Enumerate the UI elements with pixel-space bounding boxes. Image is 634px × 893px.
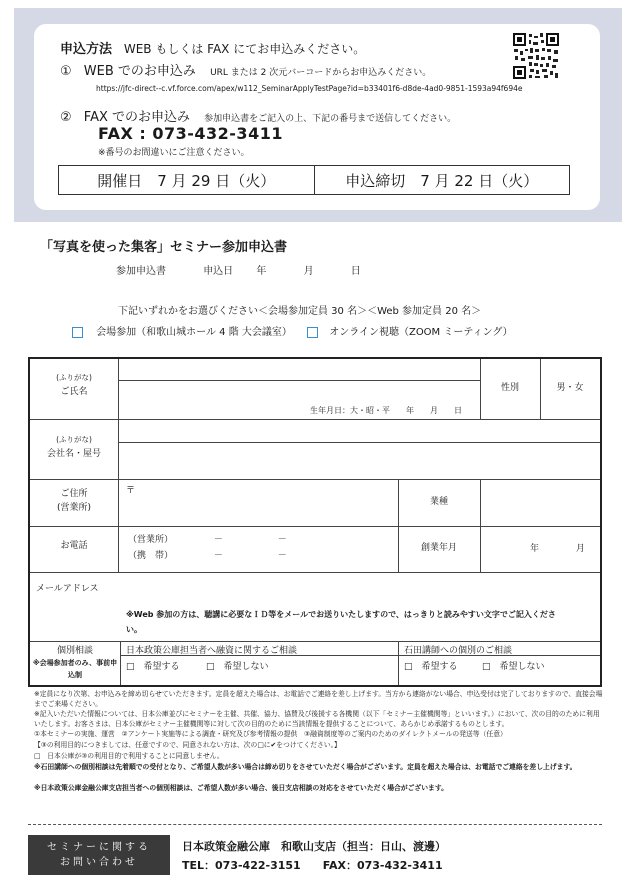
phone-label: お電話 [60,541,88,551]
consult-ishida-label: 石田講師への個別のご相談 [404,646,513,656]
note-optout-instruction: 【③の利用目的につきましては、任意ですので、同意されない方は、次の□に✔をつけてください。】 [34,741,341,749]
industry-label: 業種 [429,497,448,507]
gender-options[interactable]: 男・女 [556,383,584,393]
fax-apply-row [60,106,456,125]
consult-note: ※会場参加者のみ、事前申込制 [32,659,118,680]
contact-phones: TEL：073-422-3151 FAX：073-432-3411 [182,859,443,872]
consult-ishida-want[interactable]: □ 希望する [404,662,458,672]
phone-office-label: （営業所） [128,535,174,545]
fax-number: FAX : 073-432-3411 [98,124,283,143]
venue-option-label: 会場参加（和歌山城ホール 4 階 大会議室） [96,327,292,338]
birth-date-label: 生年月日：大・昭・平 年 月 日 [310,406,462,415]
address-field[interactable] [119,480,397,525]
qr-code-icon[interactable] [512,32,560,80]
note-privacy: ※記入いただいた情報については、日本公庫並びにセミナーを主催、共催、協力、協賛及び後援する各機関（以下「セミナー主催機関等」といいます。）において、次の目的のために利用いたします。お客さまは、日本公庫がセミナー主催機関等に対して次の目的のために当該情報を提供することについて、あらかじめ承諾するものとします。 [34,710,600,728]
apply-year: 年 [256,266,267,277]
phone-mobile-label: （携 帯） [128,550,174,561]
note-purposes: ①本セミナーの実施、運営 ②アンケート実施等による調査・研究及び参考情報の提供 ③融資制度等のご案内のためのダイレクトメールの発送等（任意） [34,730,507,738]
phone-office-dash-1: － [213,535,223,545]
address-label: ご住所 [60,489,88,499]
web-apply-row [60,60,431,79]
deadline-date: 申込締切 7 月 22 日（火） [314,166,570,194]
consult-jfc-label: 日本政策公庫担当者へ融資に関するご相談 [126,646,298,656]
online-checkbox[interactable] [307,327,318,338]
fax-apply-title: FAX でのお申込み [83,110,191,125]
company-furigana: (ふりがな) [56,435,92,444]
date-box [58,165,570,195]
gender-label: 性別 [500,383,519,393]
email-note: ※Web 参加の方は、聴講に必要なＩＤ等をメールでお送りいたしますので、はっきりと読みやすい文字でご記入ください。 [126,610,556,635]
fax-apply-note: 参加申込書をご記入の上、下記の番号まで送信してください。 [204,114,457,124]
founded-month: 月 [575,544,585,554]
apply-date-label: 申込日 [203,266,234,277]
contact-org: 日本政策金融公庫 和歌山支店（担当：日山、渡邊） [182,840,446,853]
apply-heading-note: WEB もしくは FAX にてお申込みください。 [123,42,366,56]
name-field[interactable] [119,381,479,405]
online-option-label: オンライン視聴（ZOOM ミーティング） [329,327,513,338]
cut-line [28,824,602,825]
phone-office-dash-2: － [277,535,287,545]
venue-checkbox[interactable] [72,327,83,338]
phone-mobile-dash-2: － [277,550,287,561]
industry-field[interactable] [481,480,599,525]
contact-line-1: セミナーに関する [47,842,151,853]
consult-label: 個別相談 [56,646,93,656]
phone-mobile-dash-1: － [213,550,223,561]
web-apply-url[interactable]: https://jfc-direct--c.vf.force.com/apex/w112_SeminarApplyTestPage?id=b33401f6-d8de-4ad0-9851-1593a94f694e [96,84,523,93]
apply-label: 参加申込書 [116,266,166,277]
founded-year: 年 [530,544,540,554]
consult-jfc-not-want[interactable]: □ 希望しない [206,662,269,672]
apply-day: 日 [350,266,361,277]
address-label-cell [30,487,118,516]
company-field[interactable] [119,443,599,478]
company-label: 会社名・屋号 [46,449,101,460]
postal-mark: 〒 [126,486,136,496]
note-ishida-consult: ※石田講師への個別相談は先着順での受付となり、ご希望人数が多い場合は締め切りをさせていただく場合がございます。定員を超えた場合は、お電話でご連絡を差し上げます。 [34,763,577,771]
apply-month: 月 [303,266,314,277]
attendance-options [72,323,513,338]
consult-jfc-want[interactable]: □ 希望する [126,662,180,672]
address-sub-label: (営業所) [56,503,92,514]
name-furigana-field[interactable] [119,359,479,379]
consult-ishida-not-want[interactable]: □ 希望しない [482,662,545,672]
fax-warning: ※番号のお間違いにご注意ください。 [98,148,250,158]
contact-label [28,835,170,875]
web-number: ① [60,64,72,79]
application-form-table [28,357,602,687]
apply-date-row [116,262,386,277]
note-capacity: ※定員になり次第、お申込みを締め切らせていただきます。定員を超えた場合は、お電話でご連絡を差し上げます。当方から連絡がない場合、申込受付は完了しておりますので、直接会場までご来場ください。 [34,690,603,708]
note-branch-consult: ※日本政策公庫金融公庫支店担当者への個別相談は、ご希望人数が多い場合、後日支店相談の対応をさせていただく場合がございます。 [34,784,448,792]
apply-heading-row [60,38,365,57]
email-label: メールアドレス [36,584,99,594]
apply-heading: 申込方法 [60,42,113,57]
founded-label: 創業年月 [420,543,457,553]
fax-number-mark: ② [60,110,72,125]
company-label-cell [30,433,118,462]
name-label: ご氏名 [60,387,88,398]
name-furigana: (ふりがな) [56,373,92,382]
event-date: 開催日 7 月 29 日（火） [97,171,276,190]
note-optout-checkbox[interactable]: □ 日本公庫が③の利用目的で利用することに同意しません。 [34,752,224,760]
phone-fields[interactable] [128,533,287,565]
founded-field[interactable] [530,541,585,554]
form-title: 「写真を使った集客」セミナー参加申込書 [40,240,288,255]
choose-text: 下記いずれかをお選びください＜会場参加定員 30 名＞＜Web 参加定員 20 名＞ [118,306,482,317]
name-label-cell [30,371,118,400]
contact-line-2: お問い合わせ [60,857,138,868]
web-apply-title: WEB でのお申込み [83,64,196,79]
web-apply-note: URL または 2 次元バーコードからお申込みください。 [210,68,432,78]
consult-label-cell [30,645,120,681]
company-furigana-field[interactable] [119,420,599,441]
email-field[interactable] [120,573,598,605]
